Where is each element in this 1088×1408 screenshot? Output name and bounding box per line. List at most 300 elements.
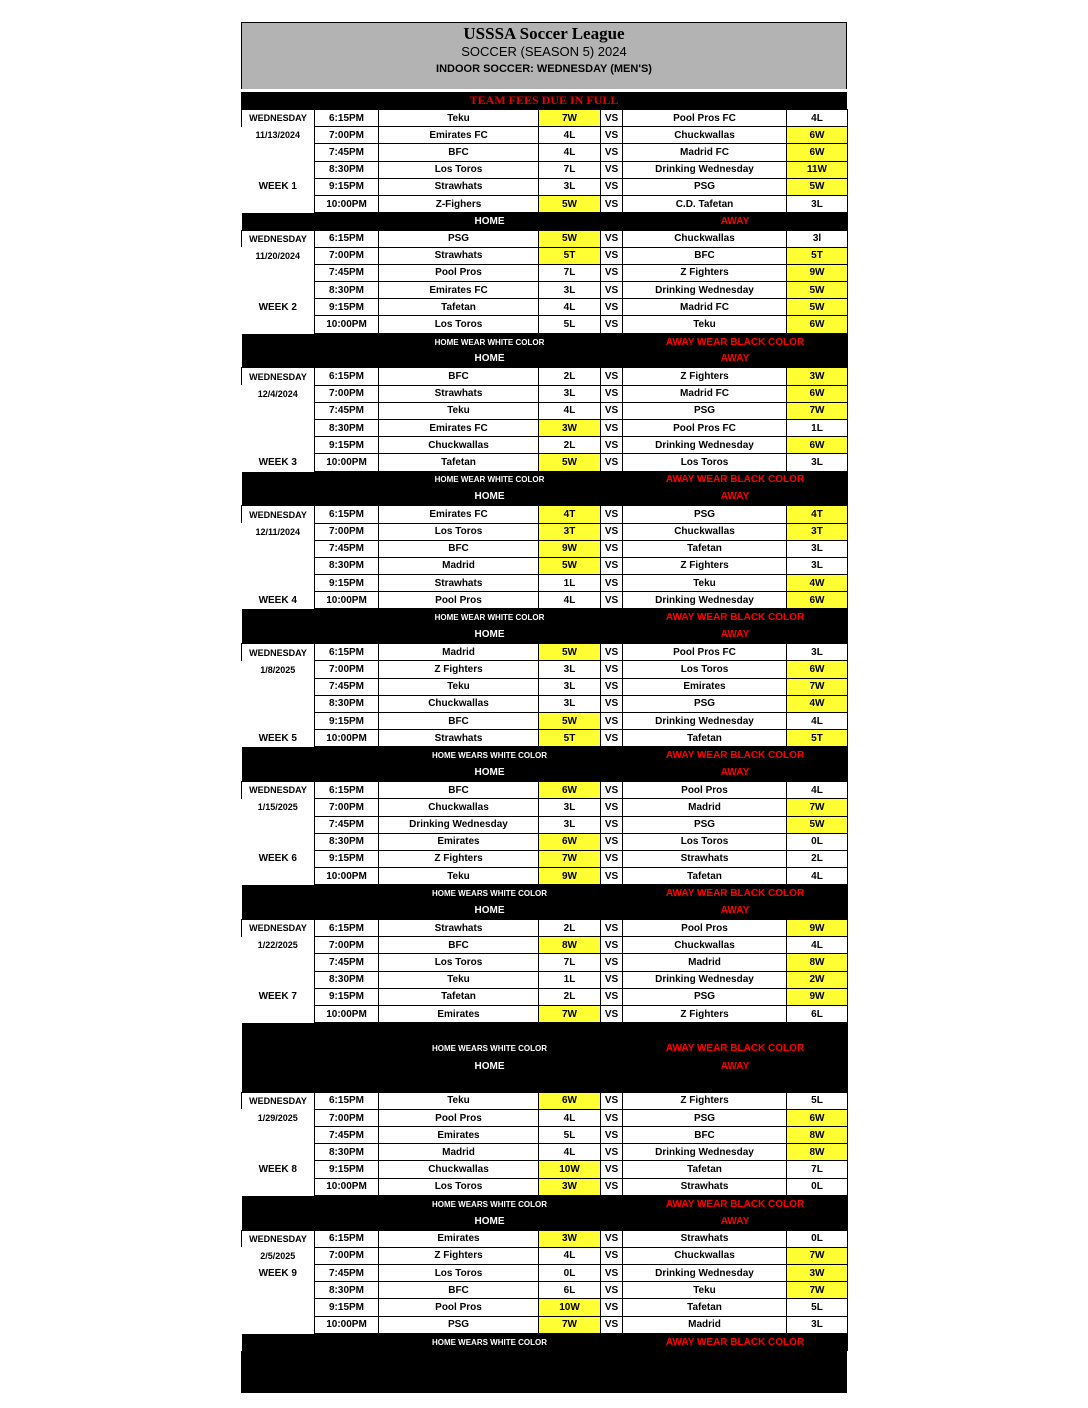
home-uniform-note: HOME WEAR WHITE COLOR: [379, 471, 601, 488]
match-time: 6:15PM: [315, 368, 379, 385]
week-label: 1/29/2025: [242, 1109, 315, 1126]
vs-label: VS: [601, 1299, 623, 1316]
away-score: 6W: [787, 316, 848, 333]
away-score: 5L: [787, 1092, 848, 1109]
home-score: 3W: [539, 1230, 601, 1247]
match-row: [242, 178, 848, 195]
week-label: [242, 712, 315, 729]
away-uniform-note: AWAY WEAR BLACK COLOR: [623, 471, 848, 488]
away-score: 7W: [787, 799, 848, 816]
week-label: WEEK 7: [242, 988, 315, 1005]
match-row: [242, 712, 848, 729]
uniform-bar: [242, 902, 848, 919]
week-label: [242, 1127, 315, 1144]
week-label: 1/8/2025: [242, 661, 315, 678]
home-score: 5W: [539, 230, 601, 247]
uniform-bar: [242, 1213, 848, 1230]
home-team: Los Toros: [379, 1265, 539, 1282]
home-team: Madrid: [379, 644, 539, 661]
home-score: 9W: [539, 540, 601, 557]
match-row: [242, 419, 848, 436]
match-time: 9:15PM: [315, 299, 379, 316]
away-team: Z Fighters: [623, 1005, 787, 1022]
week-label: [242, 282, 315, 299]
match-time: 8:30PM: [315, 557, 379, 574]
week-label: WEDNESDAY: [242, 230, 315, 247]
away-label: AWAY: [623, 1057, 848, 1074]
home-score: 7L: [539, 264, 601, 281]
uniform-bar: [242, 609, 848, 626]
home-team: Z Fighters: [379, 1247, 539, 1264]
match-time: 6:15PM: [315, 782, 379, 799]
away-team: Drinking Wednesday: [623, 161, 787, 178]
away-team: PSG: [623, 816, 787, 833]
home-team: Los Toros: [379, 523, 539, 540]
week-label: 12/4/2024: [242, 385, 315, 402]
match-row: [242, 557, 848, 574]
away-score: 4W: [787, 695, 848, 712]
home-score: 6L: [539, 1282, 601, 1299]
home-uniform-note: HOME WEAR WHITE COLOR: [379, 609, 601, 626]
match-time: 8:30PM: [315, 1144, 379, 1161]
match-row: [242, 799, 848, 816]
away-team: Chuckwallas: [623, 937, 787, 954]
match-time: 6:15PM: [315, 1230, 379, 1247]
schedule-table: [241, 109, 848, 1351]
match-row: [242, 954, 848, 971]
uniform-bar: [242, 1057, 848, 1074]
home-team: Pool Pros: [379, 592, 539, 609]
vs-label: VS: [601, 144, 623, 161]
week-label: [242, 1299, 315, 1316]
uniform-bar: [242, 1195, 848, 1212]
uniform-bar: [242, 1040, 848, 1057]
week-label: WEDNESDAY: [242, 110, 315, 127]
match-time: 7:00PM: [315, 799, 379, 816]
away-uniform-note: AWAY WEAR BLACK COLOR: [623, 609, 848, 626]
home-score: 6W: [539, 782, 601, 799]
home-uniform-note: [379, 1023, 601, 1040]
week-label: WEEK 6: [242, 850, 315, 867]
vs-label: VS: [601, 161, 623, 178]
vs-label: VS: [601, 695, 623, 712]
uniform-bar: [242, 764, 848, 781]
home-team: BFC: [379, 782, 539, 799]
home-team: Madrid: [379, 557, 539, 574]
vs-label: VS: [601, 971, 623, 988]
away-team: Madrid FC: [623, 385, 787, 402]
away-score: 6W: [787, 592, 848, 609]
away-label: AWAY: [623, 488, 848, 505]
away-uniform-note: AWAY WEAR BLACK COLOR: [623, 747, 848, 764]
match-time: 9:15PM: [315, 575, 379, 592]
home-score: 1L: [539, 971, 601, 988]
week-label: [242, 419, 315, 436]
away-team: Tafetan: [623, 868, 787, 885]
away-team: Strawhats: [623, 1230, 787, 1247]
away-score: 7L: [787, 1161, 848, 1178]
match-row: [242, 368, 848, 385]
away-score: 5T: [787, 247, 848, 264]
match-row: [242, 110, 848, 127]
home-score: 5W: [539, 644, 601, 661]
match-row: [242, 868, 848, 885]
away-team: Drinking Wednesday: [623, 437, 787, 454]
match-time: 10:00PM: [315, 1316, 379, 1333]
away-team: Los Toros: [623, 454, 787, 471]
match-time: 7:00PM: [315, 937, 379, 954]
match-row: [242, 264, 848, 281]
away-team: Drinking Wednesday: [623, 282, 787, 299]
match-time: 9:15PM: [315, 1161, 379, 1178]
home-team: Tafetan: [379, 454, 539, 471]
week-label: WEEK 8: [242, 1161, 315, 1178]
season-subtitle: SOCCER (SEASON 5) 2024: [461, 44, 627, 59]
week-label: WEEK 5: [242, 730, 315, 747]
away-team: Drinking Wednesday: [623, 1265, 787, 1282]
away-score: 8W: [787, 1144, 848, 1161]
home-score: 4L: [539, 299, 601, 316]
match-row: [242, 592, 848, 609]
week-label: WEDNESDAY: [242, 368, 315, 385]
match-time: 8:30PM: [315, 971, 379, 988]
away-team: PSG: [623, 178, 787, 195]
match-row: [242, 1127, 848, 1144]
match-row: [242, 540, 848, 557]
vs-label: VS: [601, 1282, 623, 1299]
vs-label: VS: [601, 1161, 623, 1178]
match-time: 9:15PM: [315, 178, 379, 195]
week-label: [242, 1005, 315, 1022]
away-team: BFC: [623, 1127, 787, 1144]
away-team: Madrid: [623, 1316, 787, 1333]
match-row: [242, 971, 848, 988]
match-row: [242, 920, 848, 937]
home-team: Los Toros: [379, 161, 539, 178]
home-score: 3T: [539, 523, 601, 540]
home-score: 5T: [539, 247, 601, 264]
home-team: BFC: [379, 540, 539, 557]
match-row: [242, 437, 848, 454]
home-score: 6W: [539, 833, 601, 850]
home-score: 4L: [539, 144, 601, 161]
away-team: Pool Pros FC: [623, 644, 787, 661]
home-team: Chuckwallas: [379, 1161, 539, 1178]
home-label: HOME: [379, 1213, 601, 1230]
vs-label: VS: [601, 1316, 623, 1333]
away-team: Pool Pros FC: [623, 419, 787, 436]
match-row: [242, 1005, 848, 1022]
home-uniform-note: HOME WEAR WHITE COLOR: [379, 333, 601, 350]
away-team: Teku: [623, 1282, 787, 1299]
week-label: [242, 1282, 315, 1299]
away-score: 5W: [787, 282, 848, 299]
week-label: [242, 1178, 315, 1195]
away-score: 8W: [787, 1127, 848, 1144]
match-time: 7:00PM: [315, 1109, 379, 1126]
match-time: 8:30PM: [315, 695, 379, 712]
vs-label: VS: [601, 661, 623, 678]
home-team: Z-Fighers: [379, 195, 539, 212]
match-row: [242, 1161, 848, 1178]
match-time: 6:15PM: [315, 110, 379, 127]
home-team: Teku: [379, 678, 539, 695]
home-score: 8W: [539, 937, 601, 954]
home-score: 4L: [539, 127, 601, 144]
home-team: Pool Pros: [379, 1109, 539, 1126]
away-team: Z Fighters: [623, 1092, 787, 1109]
match-time: 8:30PM: [315, 161, 379, 178]
match-row: [242, 1144, 848, 1161]
away-score: 7W: [787, 1282, 848, 1299]
league-title: USSSA Soccer League: [463, 24, 625, 43]
away-score: 4L: [787, 868, 848, 885]
home-score: 3W: [539, 419, 601, 436]
home-team: BFC: [379, 368, 539, 385]
away-score: 6L: [787, 1005, 848, 1022]
away-score: 3L: [787, 195, 848, 212]
away-label: AWAY: [623, 626, 848, 643]
vs-label: VS: [601, 1265, 623, 1282]
vs-label: VS: [601, 1109, 623, 1126]
home-score: 3L: [539, 178, 601, 195]
away-score: 6W: [787, 1109, 848, 1126]
away-team: Teku: [623, 575, 787, 592]
match-time: 7:45PM: [315, 1127, 379, 1144]
away-label: AWAY: [623, 351, 848, 368]
home-score: 3L: [539, 282, 601, 299]
vs-label: VS: [601, 110, 623, 127]
week-label: 11/13/2024: [242, 127, 315, 144]
home-team: Tafetan: [379, 988, 539, 1005]
away-score: 2W: [787, 971, 848, 988]
vs-label: VS: [601, 385, 623, 402]
away-team: PSG: [623, 402, 787, 419]
vs-label: VS: [601, 678, 623, 695]
week-label: [242, 1144, 315, 1161]
match-time: 10:00PM: [315, 592, 379, 609]
match-row: [242, 282, 848, 299]
week-label: WEDNESDAY: [242, 506, 315, 523]
vs-label: VS: [601, 299, 623, 316]
home-label: HOME: [379, 351, 601, 368]
home-team: Los Toros: [379, 316, 539, 333]
match-row: [242, 506, 848, 523]
home-score: 7W: [539, 110, 601, 127]
vs-label: VS: [601, 730, 623, 747]
home-score: 3L: [539, 661, 601, 678]
away-team: Chuckwallas: [623, 230, 787, 247]
vs-label: VS: [601, 920, 623, 937]
week-label: [242, 575, 315, 592]
away-team: Pool Pros: [623, 782, 787, 799]
away-team: PSG: [623, 988, 787, 1005]
vs-label: VS: [601, 127, 623, 144]
home-uniform-note: [379, 1075, 601, 1092]
match-row: [242, 1109, 848, 1126]
match-time: 7:45PM: [315, 402, 379, 419]
home-score: 3L: [539, 695, 601, 712]
away-score: 0L: [787, 1178, 848, 1195]
home-team: Z Fighters: [379, 661, 539, 678]
away-score: 6W: [787, 144, 848, 161]
week-label: [242, 195, 315, 212]
match-row: [242, 816, 848, 833]
uniform-bar: [242, 1075, 848, 1092]
match-time: 7:45PM: [315, 954, 379, 971]
vs-label: VS: [601, 230, 623, 247]
away-team: Chuckwallas: [623, 127, 787, 144]
home-team: Los Toros: [379, 954, 539, 971]
match-row: [242, 782, 848, 799]
home-score: 5W: [539, 712, 601, 729]
away-team: Madrid: [623, 954, 787, 971]
home-team: Strawhats: [379, 920, 539, 937]
away-score: 4L: [787, 110, 848, 127]
match-time: 9:15PM: [315, 988, 379, 1005]
home-team: PSG: [379, 1316, 539, 1333]
home-score: 4T: [539, 506, 601, 523]
match-row: [242, 1178, 848, 1195]
vs-label: VS: [601, 1092, 623, 1109]
uniform-bar: [242, 747, 848, 764]
uniform-bar: [242, 333, 848, 350]
week-label: 1/22/2025: [242, 937, 315, 954]
week-label: WEEK 3: [242, 454, 315, 471]
match-row: [242, 230, 848, 247]
home-team: Drinking Wednesday: [379, 816, 539, 833]
match-time: 7:45PM: [315, 540, 379, 557]
match-row: [242, 127, 848, 144]
away-team: BFC: [623, 247, 787, 264]
week-label: [242, 144, 315, 161]
away-team: Drinking Wednesday: [623, 1144, 787, 1161]
away-team: Pool Pros FC: [623, 110, 787, 127]
away-score: 4L: [787, 712, 848, 729]
vs-label: VS: [601, 644, 623, 661]
away-team: Tafetan: [623, 730, 787, 747]
vs-label: VS: [601, 782, 623, 799]
away-score: 4W: [787, 575, 848, 592]
away-team: Tafetan: [623, 1161, 787, 1178]
match-time: 10:00PM: [315, 195, 379, 212]
away-team: Madrid FC: [623, 144, 787, 161]
away-team: Madrid FC: [623, 299, 787, 316]
home-score: 7W: [539, 850, 601, 867]
match-time: 7:00PM: [315, 523, 379, 540]
week-label: [242, 816, 315, 833]
home-team: Chuckwallas: [379, 799, 539, 816]
away-score: 11W: [787, 161, 848, 178]
vs-label: VS: [601, 833, 623, 850]
week-label: WEEK 4: [242, 592, 315, 609]
home-score: 6W: [539, 1092, 601, 1109]
match-row: [242, 1282, 848, 1299]
match-row: [242, 1299, 848, 1316]
week-label: [242, 695, 315, 712]
vs-label: VS: [601, 1247, 623, 1264]
away-score: 9W: [787, 920, 848, 937]
match-row: [242, 833, 848, 850]
match-row: [242, 575, 848, 592]
away-team: Chuckwallas: [623, 1247, 787, 1264]
vs-label: VS: [601, 247, 623, 264]
match-row: [242, 454, 848, 471]
home-score: 4L: [539, 402, 601, 419]
away-score: 4L: [787, 937, 848, 954]
home-score: 5T: [539, 730, 601, 747]
home-score: 7L: [539, 954, 601, 971]
home-team: Strawhats: [379, 247, 539, 264]
week-label: WEEK 2: [242, 299, 315, 316]
home-score: 2L: [539, 368, 601, 385]
home-score: 10W: [539, 1161, 601, 1178]
away-label: AWAY: [623, 213, 848, 230]
match-row: [242, 247, 848, 264]
vs-label: VS: [601, 402, 623, 419]
schedule-header: [241, 22, 847, 89]
match-row: [242, 678, 848, 695]
away-score: 5T: [787, 730, 848, 747]
match-time: 7:00PM: [315, 247, 379, 264]
match-row: [242, 523, 848, 540]
home-team: Emirates: [379, 833, 539, 850]
away-team: Los Toros: [623, 661, 787, 678]
vs-label: VS: [601, 1005, 623, 1022]
home-team: Emirates: [379, 1230, 539, 1247]
away-team: Drinking Wednesday: [623, 592, 787, 609]
away-uniform-note: AWAY WEAR BLACK COLOR: [623, 1040, 848, 1057]
home-score: 0L: [539, 1265, 601, 1282]
away-score: 3L: [787, 557, 848, 574]
away-team: PSG: [623, 695, 787, 712]
week-label: [242, 540, 315, 557]
division-label: INDOOR SOCCER: WEDNESDAY (MEN'S): [436, 63, 652, 75]
away-team: Z Fighters: [623, 368, 787, 385]
week-label: [242, 1316, 315, 1333]
away-label: AWAY: [623, 902, 848, 919]
home-score: 5W: [539, 557, 601, 574]
match-row: [242, 161, 848, 178]
home-team: Emirates FC: [379, 282, 539, 299]
match-row: [242, 402, 848, 419]
home-team: Strawhats: [379, 730, 539, 747]
match-time: 7:45PM: [315, 816, 379, 833]
home-team: Pool Pros: [379, 1299, 539, 1316]
match-row: [242, 195, 848, 212]
week-label: WEDNESDAY: [242, 1230, 315, 1247]
away-team: PSG: [623, 506, 787, 523]
away-score: 6W: [787, 127, 848, 144]
week-label: WEDNESDAY: [242, 782, 315, 799]
home-team: Strawhats: [379, 178, 539, 195]
away-score: 0L: [787, 1230, 848, 1247]
uniform-bar: [242, 213, 848, 230]
home-label: HOME: [379, 1057, 601, 1074]
away-team: Pool Pros: [623, 920, 787, 937]
away-score: 5W: [787, 299, 848, 316]
home-score: 5L: [539, 316, 601, 333]
home-score: 7W: [539, 1005, 601, 1022]
away-team: C.D. Tafetan: [623, 195, 787, 212]
home-team: Emirates: [379, 1005, 539, 1022]
home-team: Teku: [379, 971, 539, 988]
home-team: BFC: [379, 1282, 539, 1299]
vs-label: VS: [601, 523, 623, 540]
home-uniform-note: HOME WEARS WHITE COLOR: [379, 885, 601, 902]
away-score: 7W: [787, 402, 848, 419]
home-score: 7W: [539, 1316, 601, 1333]
